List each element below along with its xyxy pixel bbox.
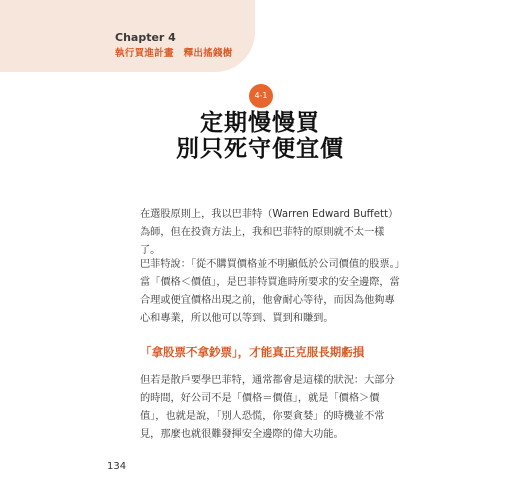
chapter-title: 執行買進計畫 釋出搖錢樹 <box>115 48 233 59</box>
body-paragraph-3: 但若是散戶要學巴菲特，通常都會是這樣的狀況：大部分的時間，好公司不是「價格＝價值」，就是「價格＞價值」，也就是說，「別人恐慌，你要貪婪」的時機並不常見，那麼也就很難發揮安全邊際的偉大功能。 <box>140 375 395 440</box>
section-title-line-2: 別只死守便宜價 <box>176 136 344 162</box>
section-subheading: 「拿股票不拿鈔票」，才能真正克服長期虧損 <box>140 345 365 359</box>
page-number: 134 <box>107 461 127 472</box>
body-paragraph-2: 巴菲特說：「從不購買價格並不明顯低於公司價值的股票。」當「價格＜價值」，是巴菲特買進時所要求的安全邊際，當合理或便宜價格出現之前，他會耐心等待，而因為他夠專心和專業，所以他可以等到、買到和賺到。 <box>140 259 400 324</box>
section-title-line-1: 定期慢慢買 <box>200 110 320 136</box>
section-number-badge: 4-1 <box>249 84 273 108</box>
chapter-label: Chapter 4 <box>115 31 176 44</box>
body-paragraph-1: 在選股原則上，我以巴菲特（Warren Edward Buffett）為師，但在投資方法上，我和巴菲特的原則就不太一樣了。 <box>140 209 399 256</box>
